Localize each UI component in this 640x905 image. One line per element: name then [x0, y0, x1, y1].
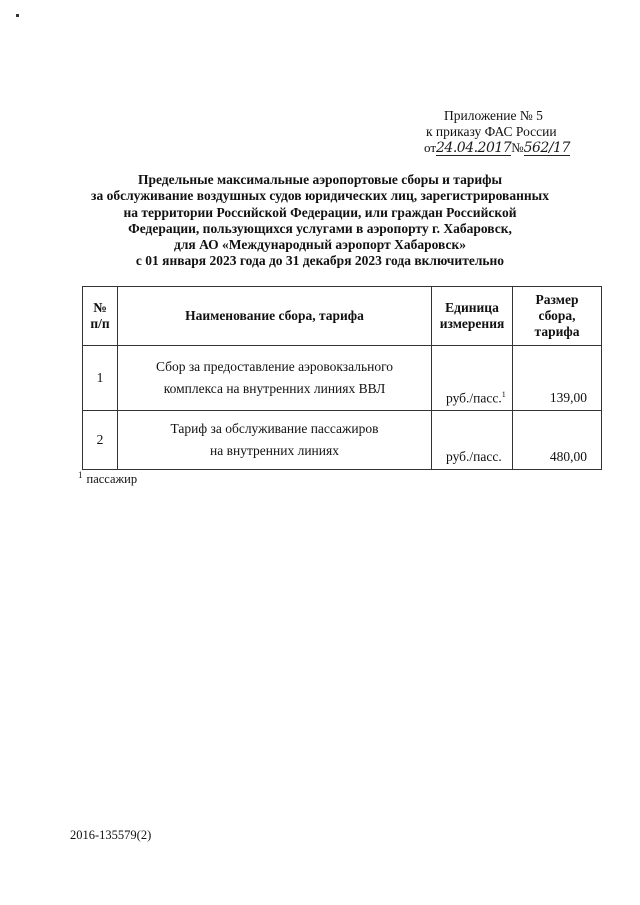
- footnote: [78, 470, 137, 487]
- appendix-reference: [400, 108, 580, 156]
- appendix-date-number-line: [400, 140, 580, 156]
- row-value: 480,00: [513, 411, 602, 470]
- title-line: с 01 января 2023 года до 31 декабря 2023 года включительно: [135, 253, 505, 269]
- footnote-text: пассажир: [86, 472, 138, 487]
- scan-speck: [16, 14, 19, 17]
- row-value: 139,00: [513, 346, 602, 411]
- title-line: Предельные максимальные аэропортовые сборы и тарифы: [137, 172, 502, 187]
- appendix-order-reference: к приказу ФАС России: [426, 124, 557, 139]
- table-header-row: [83, 287, 602, 346]
- header-unit: Единица измерения: [432, 287, 513, 346]
- footnote-mark: 1: [78, 470, 83, 480]
- row-number: 2: [83, 411, 118, 470]
- title-line: для АО «Международный аэропорт Хабаровск»: [173, 237, 466, 253]
- document-id: 2016-135579(2): [70, 828, 152, 842]
- title-line: за обслуживание воздушных судов юридических лиц, зарегистрированных: [91, 188, 549, 204]
- row-name: Тариф за обслуживание пассажиров на внутренних линиях: [118, 411, 432, 470]
- row-unit: руб./пасс.: [432, 411, 513, 470]
- header-number: № п/п: [83, 287, 118, 346]
- handwritten-date: 24.04.2017: [436, 140, 512, 156]
- number-prefix: №: [511, 140, 524, 155]
- appendix-number: Приложение № 5: [444, 108, 543, 123]
- row-unit: руб./пасс.$^1$: [432, 346, 513, 411]
- row-name: Сбор за предоставление аэровокзального комплекса на внутренних линиях ВВЛ: [118, 346, 432, 411]
- table-row: [83, 411, 602, 470]
- row-number: 1: [83, 346, 118, 411]
- header-name: Наименование сбора, тарифа: [118, 287, 432, 346]
- tariffs-table: [82, 286, 602, 470]
- title-line: на территории Российской Федерации, или граждан Российской: [123, 204, 517, 220]
- title-line: Федерации, пользующихся услугами в аэропорту г. Хабаровск,: [128, 220, 512, 236]
- date-prefix: от: [424, 140, 437, 155]
- footnote-marker: 1: [501, 389, 506, 399]
- header-size: Размер сбора, тарифа: [513, 287, 602, 346]
- table-row: [83, 346, 602, 411]
- handwritten-order-number: 562/17: [523, 140, 570, 156]
- document-title: [60, 172, 580, 270]
